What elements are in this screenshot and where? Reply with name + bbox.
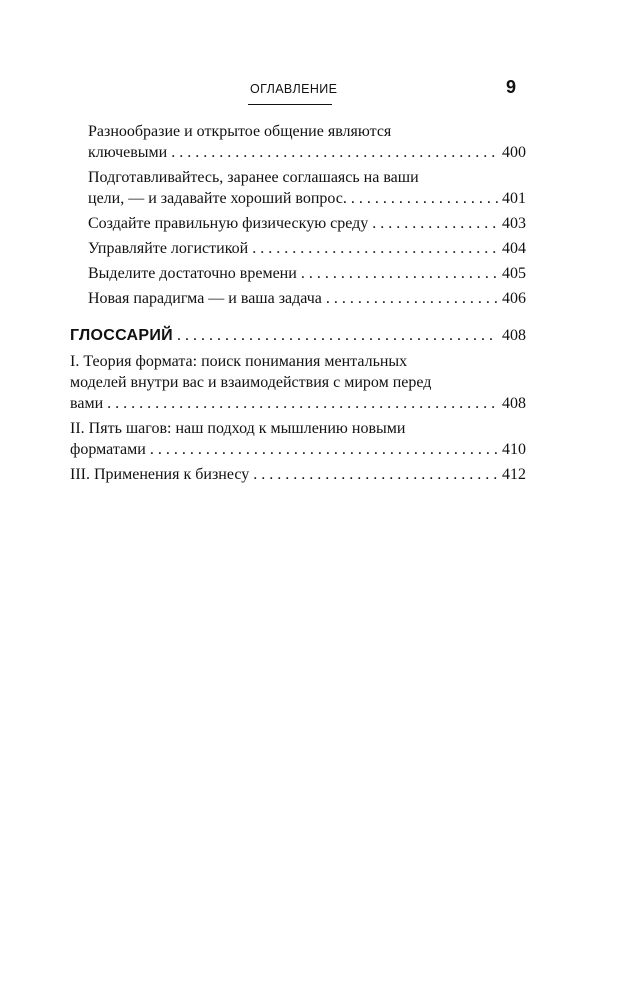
toc-entry-page: 404 (502, 240, 526, 257)
toc-entry-title: III. Применения к бизнесу (70, 466, 250, 483)
toc-entry[interactable] (70, 121, 526, 163)
dot-leader (171, 142, 498, 163)
toc-chapter-glossary[interactable] (70, 325, 526, 346)
toc-entry[interactable] (70, 288, 526, 309)
toc-entry-page: 403 (502, 215, 526, 232)
toc-entry[interactable] (70, 238, 526, 259)
toc-entry-page: 400 (502, 144, 526, 161)
toc-entry-title: Создайте правильную физическую среду (88, 215, 369, 232)
toc-entry-page: 408 (502, 327, 526, 344)
toc-entry-line: Разнообразие и открытое общение являются (88, 123, 392, 140)
dot-leader (253, 464, 498, 485)
toc-entry-line: II. Пять шагов: наш подход к мышлению новыми (70, 420, 406, 437)
toc-entry-title: форматами (70, 441, 146, 458)
toc-entry-page: 410 (502, 441, 526, 458)
dot-leader (351, 188, 498, 209)
toc-entry[interactable] (70, 263, 526, 284)
toc-entry[interactable] (70, 464, 526, 485)
dot-leader (107, 393, 498, 414)
toc-entry-page: 405 (502, 265, 526, 282)
toc-entry[interactable] (70, 351, 526, 414)
header-rule (248, 104, 332, 105)
chapter-heading: ГЛОССАРИЙ (70, 327, 173, 344)
table-of-contents (70, 121, 526, 489)
toc-entry-title: Выделите достаточно времени (88, 265, 297, 282)
dot-leader (177, 325, 498, 346)
toc-entry-page: 408 (502, 395, 526, 412)
dot-leader (372, 213, 498, 234)
dot-leader (301, 263, 498, 284)
toc-entry-page: 401 (502, 190, 526, 207)
toc-entry-title: цели, — и задавайте хороший вопрос. (88, 190, 347, 207)
toc-entry-line: Подготавливайтесь, заранее соглашаясь на ваши (88, 169, 419, 186)
toc-entry[interactable] (70, 418, 526, 460)
running-header-title: ОГЛАВЛЕНИЕ (250, 82, 338, 96)
dot-leader (252, 238, 498, 259)
toc-entry-title: вами (70, 395, 104, 412)
toc-entry[interactable] (70, 213, 526, 234)
toc-entry-page: 412 (502, 466, 526, 483)
toc-entry-line: I. Теория формата: поиск понимания ментальных (70, 353, 408, 370)
toc-entry-title: Новая парадигма — и ваша задача (88, 290, 322, 307)
toc-entry-page: 406 (502, 290, 526, 307)
dot-leader (326, 288, 498, 309)
toc-entry-line: моделей внутри вас и взаимодействия с миром перед (70, 374, 432, 391)
dot-leader (150, 439, 498, 460)
toc-entry[interactable] (70, 167, 526, 209)
page-number: 9 (506, 77, 517, 97)
toc-entry-title: Управляйте логистикой (88, 240, 249, 257)
toc-entry-title: ключевыми (88, 144, 168, 161)
